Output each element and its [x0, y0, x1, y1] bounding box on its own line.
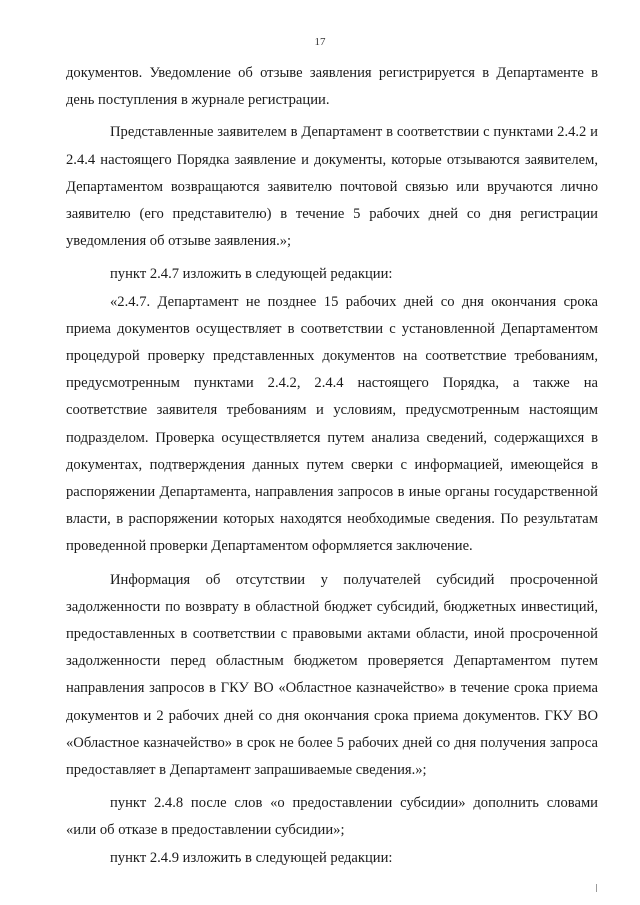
document-body — [66, 60, 598, 872]
scan-edge-mark — [596, 884, 597, 892]
paragraph-amend-2-4-7: пункт 2.4.7 изложить в следующей редакции: — [110, 266, 393, 283]
paragraph-debt-information: Информация об отсутствии у получателей субсидий просроченной задолженности по возврату в областной бюджет субсидий, бюджетных инвестиций, предоставленных в соответствии с правовыми актами области, иной просроченной задолженности перед областным бюджетом проверяется Департаментом путем направления запросов в ГКУ ВО «Областное казначейство» в течение срока приема документов и 2 рабочих дней со дня окончания срока приема документов. ГКУ ВО «Областное казначейство» в срок не более 5 рабочих дней со дня получения запроса предоставляет в Департамент запрашиваемые сведения.»; — [66, 571, 598, 779]
paragraph-amend-2-4-9: пункт 2.4.9 изложить в следующей редакции: — [110, 849, 393, 866]
paragraph-amend-2-4-8: пункт 2.4.8 после слов «о предоставлении субсидии» дополнить словами «или об отказе в предоставлении субсидии»; — [66, 795, 598, 839]
paragraph-continuation: документов. Уведомление об отзыве заявления регистрируется в Департаменте в день поступления в журнале регистрации. — [66, 65, 598, 109]
page-number: 17 — [314, 36, 326, 48]
paragraph-returned-documents: Представленные заявителем в Департамент в соответствии с пунктами 2.4.2 и 2.4.4 настоящего Порядка заявление и документы, которые отзываются заявителем, Департаментом возвращаются заявителю почтовой связью или вручаются лично заявителю (его представителю) в течение 5 рабочих дней со дня регистрации уведомления об отзыве заявления.»; — [66, 124, 598, 250]
paragraph-clause-2-4-7: «2.4.7. Департамент не позднее 15 рабочих дней со дня окончания срока приема документов осуществляет в соответствии с установленной Департаментом процедурой проверку представленных документов на соответствие требованиям, предусмотренным пунктами 2.4.2, 2.4.4 настоящего Порядка, а также на соответствие заявителя требованиям и условиям, предусмотренным настоящим подразделом. Проверка осуществляется путем анализа сведений, содержащихся в документах, подтверждения данных путем сверки с информацией, имеющейся в распоряжении Департамента, направления запросов в иные органы государственной власти, в распоряжении которых находятся необходимые сведения. По результатам проведенной проверки Департаментом оформляется заключение. — [66, 293, 598, 555]
